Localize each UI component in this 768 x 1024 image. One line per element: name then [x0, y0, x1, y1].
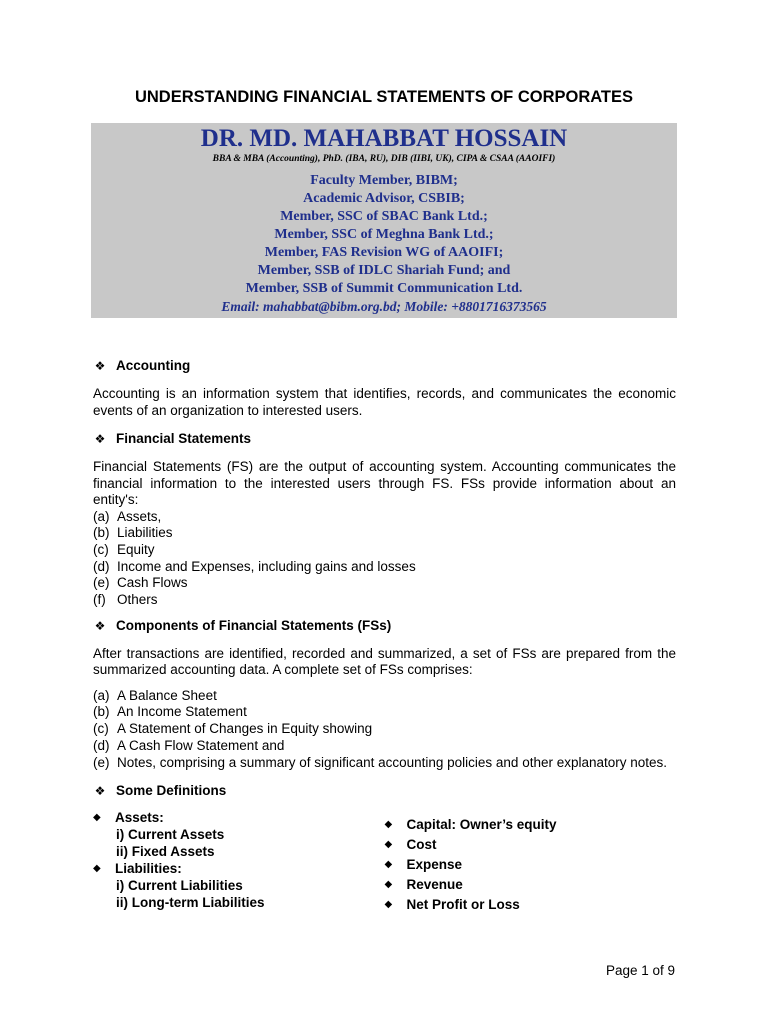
- section-heading-label: Some Definitions: [116, 782, 227, 798]
- definitions-list: [93, 809, 676, 915]
- list-marker: (e): [93, 754, 110, 770]
- list-item: [93, 755, 676, 772]
- definition-label: Assets:: [115, 810, 164, 826]
- author-name: DR. MD. MAHABBAT HOSSAIN: [200, 125, 568, 152]
- definition-label: Liabilities:: [115, 861, 182, 877]
- document-body: [93, 356, 676, 915]
- list-marker: (b): [93, 704, 110, 720]
- definition-subitem: ii) Long-term Liabilities: [116, 895, 265, 911]
- list-text: A Balance Sheet: [117, 687, 217, 703]
- definition-item: [385, 835, 677, 855]
- author-role: Faculty Member, BIBM;: [310, 173, 458, 188]
- author-box: [91, 123, 677, 318]
- section-heading-accounting: [93, 356, 676, 376]
- list-item: [93, 688, 676, 705]
- list-item: [93, 525, 676, 542]
- list-text: An Income Statement: [117, 704, 247, 720]
- definition-label: Revenue: [406, 877, 463, 893]
- list-marker: (a): [93, 687, 110, 703]
- list-marker: (a): [93, 508, 110, 524]
- list-text: Income and Expenses, including gains and losses: [117, 558, 416, 574]
- diamond-filled-icon: ◆: [384, 859, 393, 871]
- definition-item: [93, 809, 385, 826]
- definition-subitem: i) Current Assets: [116, 827, 225, 843]
- list-item: [93, 592, 676, 609]
- list-marker: (e): [93, 575, 110, 591]
- list-marker: (c): [93, 541, 109, 557]
- list-fs-components: [93, 688, 676, 772]
- section-heading-components: [93, 617, 676, 637]
- paragraph-accounting: Accounting is an information system that identifies, records, and communicates the economic events of an organization to interested users.: [93, 386, 676, 418]
- list-marker: (d): [93, 737, 110, 753]
- author-degrees: BBA & MBA (Accounting), PhD. (IBA, RU), DIB (IIBI, UK), CIPA & CSAA (AAOIFI): [212, 154, 556, 164]
- list-text: Equity: [117, 541, 155, 557]
- definition-label: Cost: [406, 837, 437, 853]
- definition-subitem: ii) Fixed Assets: [116, 844, 215, 860]
- definition-item: [385, 855, 677, 875]
- list-item: [93, 509, 676, 526]
- definition-label: Capital: Owner’s equity: [406, 817, 557, 833]
- list-text: Cash Flows: [117, 575, 188, 591]
- definition-item: [93, 860, 385, 877]
- diamond-filled-icon: ◆: [93, 863, 101, 875]
- list-text: Notes, comprising a summary of significant accounting policies and other explanatory notes.: [117, 754, 668, 770]
- list-item: [93, 575, 676, 592]
- list-item: [93, 542, 676, 559]
- paragraph-components: After transactions are identified, recorded and summarized, a set of FSs are prepared from the summarized accounting data. A complete set of FSs comprises:: [93, 645, 676, 678]
- author-contact: Email: mahabbat@bibm.org.bd; Mobile: +8801716373565: [221, 299, 547, 314]
- list-marker: (f): [93, 592, 106, 608]
- list-text: A Cash Flow Statement and: [117, 737, 285, 753]
- list-marker: (d): [93, 558, 110, 574]
- diamond-outline-icon: ❖: [94, 783, 106, 798]
- list-marker: (c): [93, 721, 109, 737]
- list-text: A Statement of Changes in Equity showing: [117, 721, 373, 737]
- diamond-outline-icon: ❖: [94, 619, 106, 634]
- author-roles: [91, 172, 677, 298]
- definition-subitem: i) Current Liabilities: [116, 878, 243, 894]
- diamond-filled-icon: ◆: [384, 819, 393, 831]
- list-text: Assets,: [117, 508, 162, 524]
- author-role: Member, SSB of IDLC Shariah Fund; and: [257, 263, 511, 278]
- diamond-filled-icon: ◆: [384, 899, 393, 911]
- diamond-filled-icon: ◆: [93, 812, 101, 824]
- section-heading-label: Accounting: [116, 357, 191, 373]
- definition-label: Net Profit or Loss: [406, 897, 520, 913]
- section-heading-label: Components of Financial Statements (FSs): [116, 618, 392, 634]
- definition-item: [385, 875, 677, 895]
- list-item: [93, 721, 676, 738]
- section-heading-definitions: [93, 781, 676, 801]
- section-heading-financial-statements: [93, 429, 676, 449]
- list-text: Liabilities: [117, 525, 173, 541]
- list-item: [93, 559, 676, 576]
- author-role: Member, SSC of SBAC Bank Ltd.;: [280, 209, 488, 224]
- list-fs-elements: [93, 509, 676, 609]
- paragraph-financial-statements: Financial Statements (FS) are the output of accounting system. Accounting communicates the financial information to the interested users through FS. FSs provide information about an entity's:: [93, 459, 676, 507]
- document-title: UNDERSTANDING FINANCIAL STATEMENTS OF CORPORATES: [134, 88, 634, 106]
- definitions-right-column: [385, 815, 677, 915]
- list-item: [93, 738, 676, 755]
- diamond-outline-icon: ❖: [94, 431, 106, 446]
- author-role: Member, SSC of Meghna Bank Ltd.;: [274, 227, 494, 242]
- definition-label: Expense: [406, 857, 463, 873]
- definitions-left-column: [93, 809, 385, 915]
- diamond-outline-icon: ❖: [94, 358, 106, 373]
- author-role: Academic Advisor, CSBIB;: [303, 191, 465, 206]
- list-marker: (b): [93, 525, 110, 541]
- list-item: [93, 704, 676, 721]
- author-role: Member, SSB of Summit Communication Ltd.: [245, 281, 523, 296]
- definition-item: [385, 895, 677, 915]
- definition-item: [385, 815, 677, 835]
- author-role: Member, FAS Revision WG of AAOIFI;: [264, 245, 504, 260]
- section-heading-label: Financial Statements: [116, 430, 252, 446]
- diamond-filled-icon: ◆: [384, 879, 393, 891]
- page-number: Page 1 of 9: [605, 963, 675, 978]
- list-text: Others: [117, 592, 158, 608]
- diamond-filled-icon: ◆: [384, 839, 393, 851]
